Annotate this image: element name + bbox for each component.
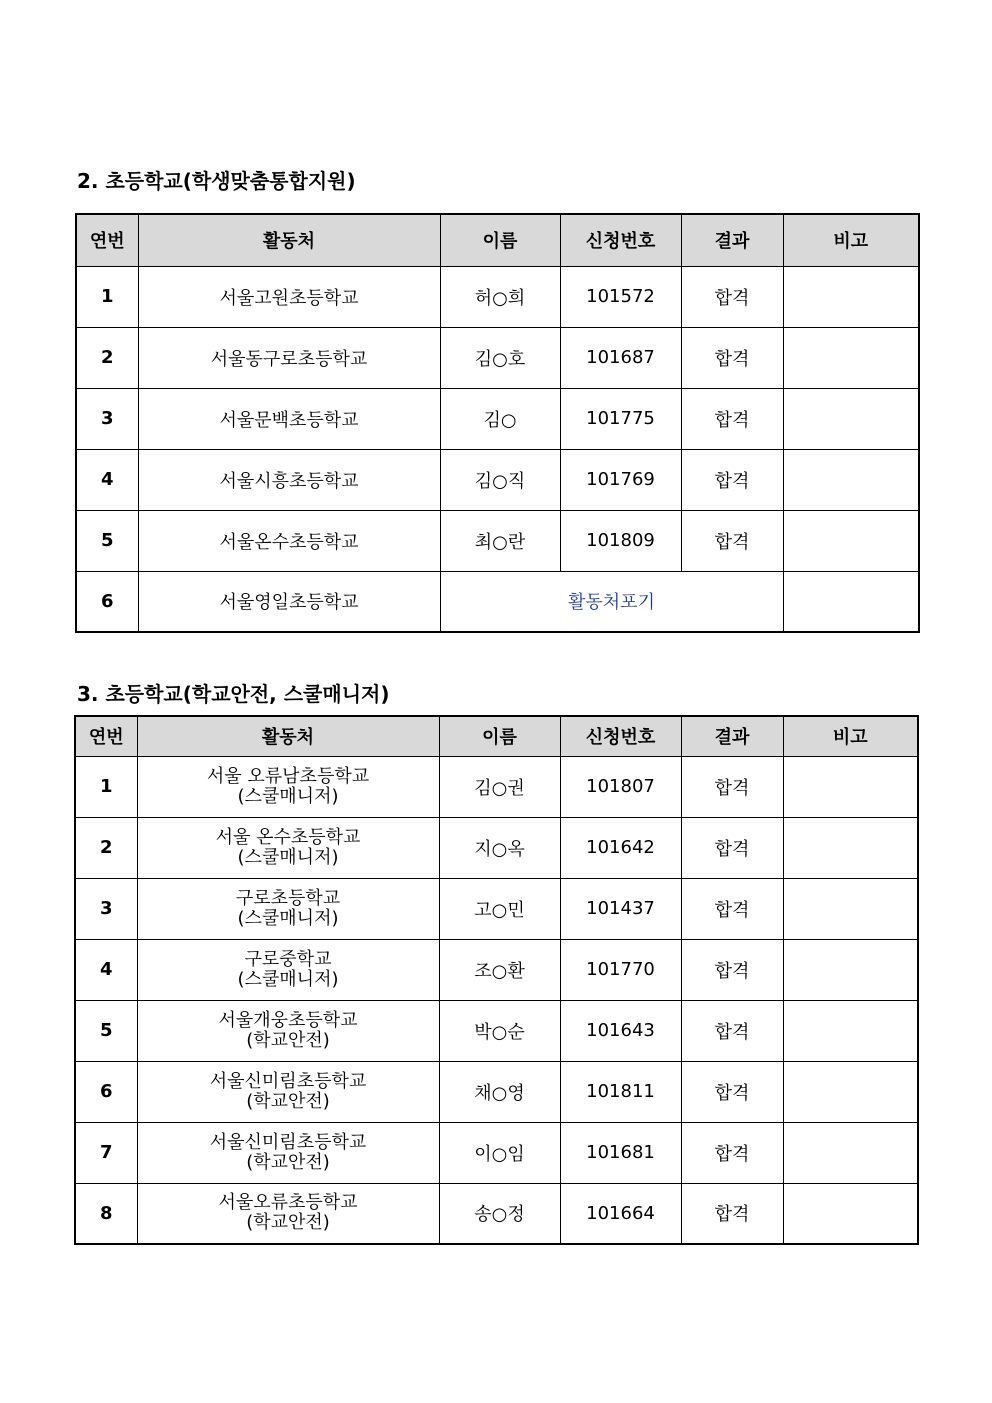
row-place-cell — [137, 939, 439, 1000]
row-type: (학교안전) — [246, 1029, 330, 1051]
row-no: 7 — [75, 1122, 137, 1183]
table-header-row — [75, 716, 918, 756]
table-row — [75, 939, 918, 1000]
header-place: 활동처 — [137, 716, 439, 756]
row-note — [783, 939, 918, 1000]
row-place: 서울신미림초등학교 — [209, 1131, 367, 1153]
row-result: 합격 — [681, 449, 783, 510]
row-name: 이○임 — [439, 1122, 560, 1183]
header-no: 연번 — [75, 716, 137, 756]
row-no: 3 — [75, 878, 137, 939]
row-no: 3 — [76, 388, 138, 449]
table-row — [75, 878, 918, 939]
header-name: 이름 — [440, 214, 560, 266]
section2-title: 2. 초등학교(학생맞춤통합지원) — [77, 169, 356, 193]
row-no: 4 — [76, 449, 138, 510]
row-result: 합격 — [681, 878, 783, 939]
row-name: 고○민 — [439, 878, 560, 939]
section2-table — [75, 213, 920, 633]
row-place: 서울고원초등학교 — [138, 266, 440, 327]
row-note — [783, 1183, 918, 1244]
row-app-number: 101775 — [560, 388, 681, 449]
header-no: 연번 — [76, 214, 138, 266]
header-note: 비고 — [783, 716, 918, 756]
row-name: 지○옥 — [439, 817, 560, 878]
row-result: 합격 — [681, 1061, 783, 1122]
row-no: 4 — [75, 939, 137, 1000]
table-header-row — [76, 214, 919, 266]
row-note — [783, 388, 919, 449]
row-app-number: 101809 — [560, 510, 681, 571]
row-note — [783, 817, 918, 878]
row-app-number: 101687 — [560, 327, 681, 388]
header-app-number: 신청번호 — [560, 214, 681, 266]
table-row — [75, 1000, 918, 1061]
row-note — [783, 449, 919, 510]
row-result: 합격 — [681, 1183, 783, 1244]
row-no: 5 — [75, 1000, 137, 1061]
row-app-number: 101811 — [560, 1061, 681, 1122]
row-no: 6 — [76, 571, 138, 632]
row-app-number: 101770 — [560, 939, 681, 1000]
row-no: 6 — [75, 1061, 137, 1122]
row-name: 최○란 — [440, 510, 560, 571]
row-place-cell — [137, 817, 439, 878]
row-name: 송○정 — [439, 1183, 560, 1244]
row-note — [783, 327, 919, 388]
waived-status: 활동처포기 — [440, 571, 783, 632]
row-no: 5 — [76, 510, 138, 571]
row-place: 서울동구로초등학교 — [138, 327, 440, 388]
table-row — [75, 756, 918, 817]
row-result: 합격 — [681, 1000, 783, 1061]
row-app-number: 101572 — [560, 266, 681, 327]
row-note — [783, 510, 919, 571]
row-place-cell — [137, 1183, 439, 1244]
row-result: 합격 — [681, 756, 783, 817]
table-row — [75, 1122, 918, 1183]
row-note — [783, 1122, 918, 1183]
table-row — [76, 449, 919, 510]
table-row — [76, 327, 919, 388]
row-type: (학교안전) — [246, 1212, 330, 1234]
table-row — [75, 817, 918, 878]
row-name: 김○ — [440, 388, 560, 449]
row-type: (스쿨매니저) — [237, 968, 339, 990]
row-no: 1 — [76, 266, 138, 327]
row-note — [783, 266, 919, 327]
row-place: 서울 오류남초등학교 — [206, 765, 370, 787]
row-app-number: 101643 — [560, 1000, 681, 1061]
row-type: (학교안전) — [246, 1151, 330, 1173]
row-result: 합격 — [681, 817, 783, 878]
header-note: 비고 — [783, 214, 919, 266]
row-app-number: 101664 — [560, 1183, 681, 1244]
row-note — [783, 878, 918, 939]
row-place: 서울오류초등학교 — [218, 1192, 358, 1214]
row-place-cell — [137, 1122, 439, 1183]
row-place: 서울영일초등학교 — [138, 571, 440, 632]
header-result: 결과 — [681, 716, 783, 756]
row-result: 합격 — [681, 327, 783, 388]
row-type: (스쿨매니저) — [237, 907, 339, 929]
row-type: (스쿨매니저) — [237, 846, 339, 868]
row-app-number: 101807 — [560, 756, 681, 817]
header-app-number: 신청번호 — [560, 716, 681, 756]
table-row-waived — [76, 571, 919, 632]
row-result: 합격 — [681, 939, 783, 1000]
header-name: 이름 — [439, 716, 560, 756]
row-type: (스쿨매니저) — [237, 785, 339, 807]
row-place-cell — [137, 1061, 439, 1122]
row-result: 합격 — [681, 510, 783, 571]
table-row — [76, 266, 919, 327]
table-row — [76, 510, 919, 571]
row-place: 서울온수초등학교 — [138, 510, 440, 571]
header-place: 활동처 — [138, 214, 440, 266]
row-name: 김○직 — [440, 449, 560, 510]
row-place: 서울신미림초등학교 — [209, 1070, 367, 1092]
row-result: 합격 — [681, 266, 783, 327]
row-result: 합격 — [681, 1122, 783, 1183]
table-row — [76, 388, 919, 449]
row-app-number: 101642 — [560, 817, 681, 878]
row-no: 1 — [75, 756, 137, 817]
header-result: 결과 — [681, 214, 783, 266]
row-no: 2 — [76, 327, 138, 388]
row-result: 합격 — [681, 388, 783, 449]
row-place-cell — [137, 756, 439, 817]
row-place: 서울 온수초등학교 — [215, 826, 361, 848]
row-note — [783, 1061, 918, 1122]
row-place-cell — [137, 1000, 439, 1061]
row-note — [783, 1000, 918, 1061]
row-app-number: 101681 — [560, 1122, 681, 1183]
row-place: 구로초등학교 — [235, 887, 341, 909]
row-name: 박○순 — [439, 1000, 560, 1061]
row-name: 조○환 — [439, 939, 560, 1000]
row-type: (학교안전) — [246, 1090, 330, 1112]
row-no: 2 — [75, 817, 137, 878]
row-name: 채○영 — [439, 1061, 560, 1122]
row-app-number: 101437 — [560, 878, 681, 939]
table-row — [75, 1183, 918, 1244]
section3-title: 3. 초등학교(학교안전, 스쿨매니저) — [77, 682, 390, 706]
table-row — [75, 1061, 918, 1122]
row-name: 허○희 — [440, 266, 560, 327]
section3-table — [74, 715, 919, 1245]
row-name: 김○호 — [440, 327, 560, 388]
row-note — [783, 756, 918, 817]
row-place-cell — [137, 878, 439, 939]
row-place: 서울개웅초등학교 — [218, 1009, 358, 1031]
row-place: 서울시흥초등학교 — [138, 449, 440, 510]
row-no: 8 — [75, 1183, 137, 1244]
row-note — [783, 571, 919, 632]
row-name: 김○권 — [439, 756, 560, 817]
row-place: 구로중학교 — [244, 948, 332, 970]
row-place: 서울문백초등학교 — [138, 388, 440, 449]
row-app-number: 101769 — [560, 449, 681, 510]
